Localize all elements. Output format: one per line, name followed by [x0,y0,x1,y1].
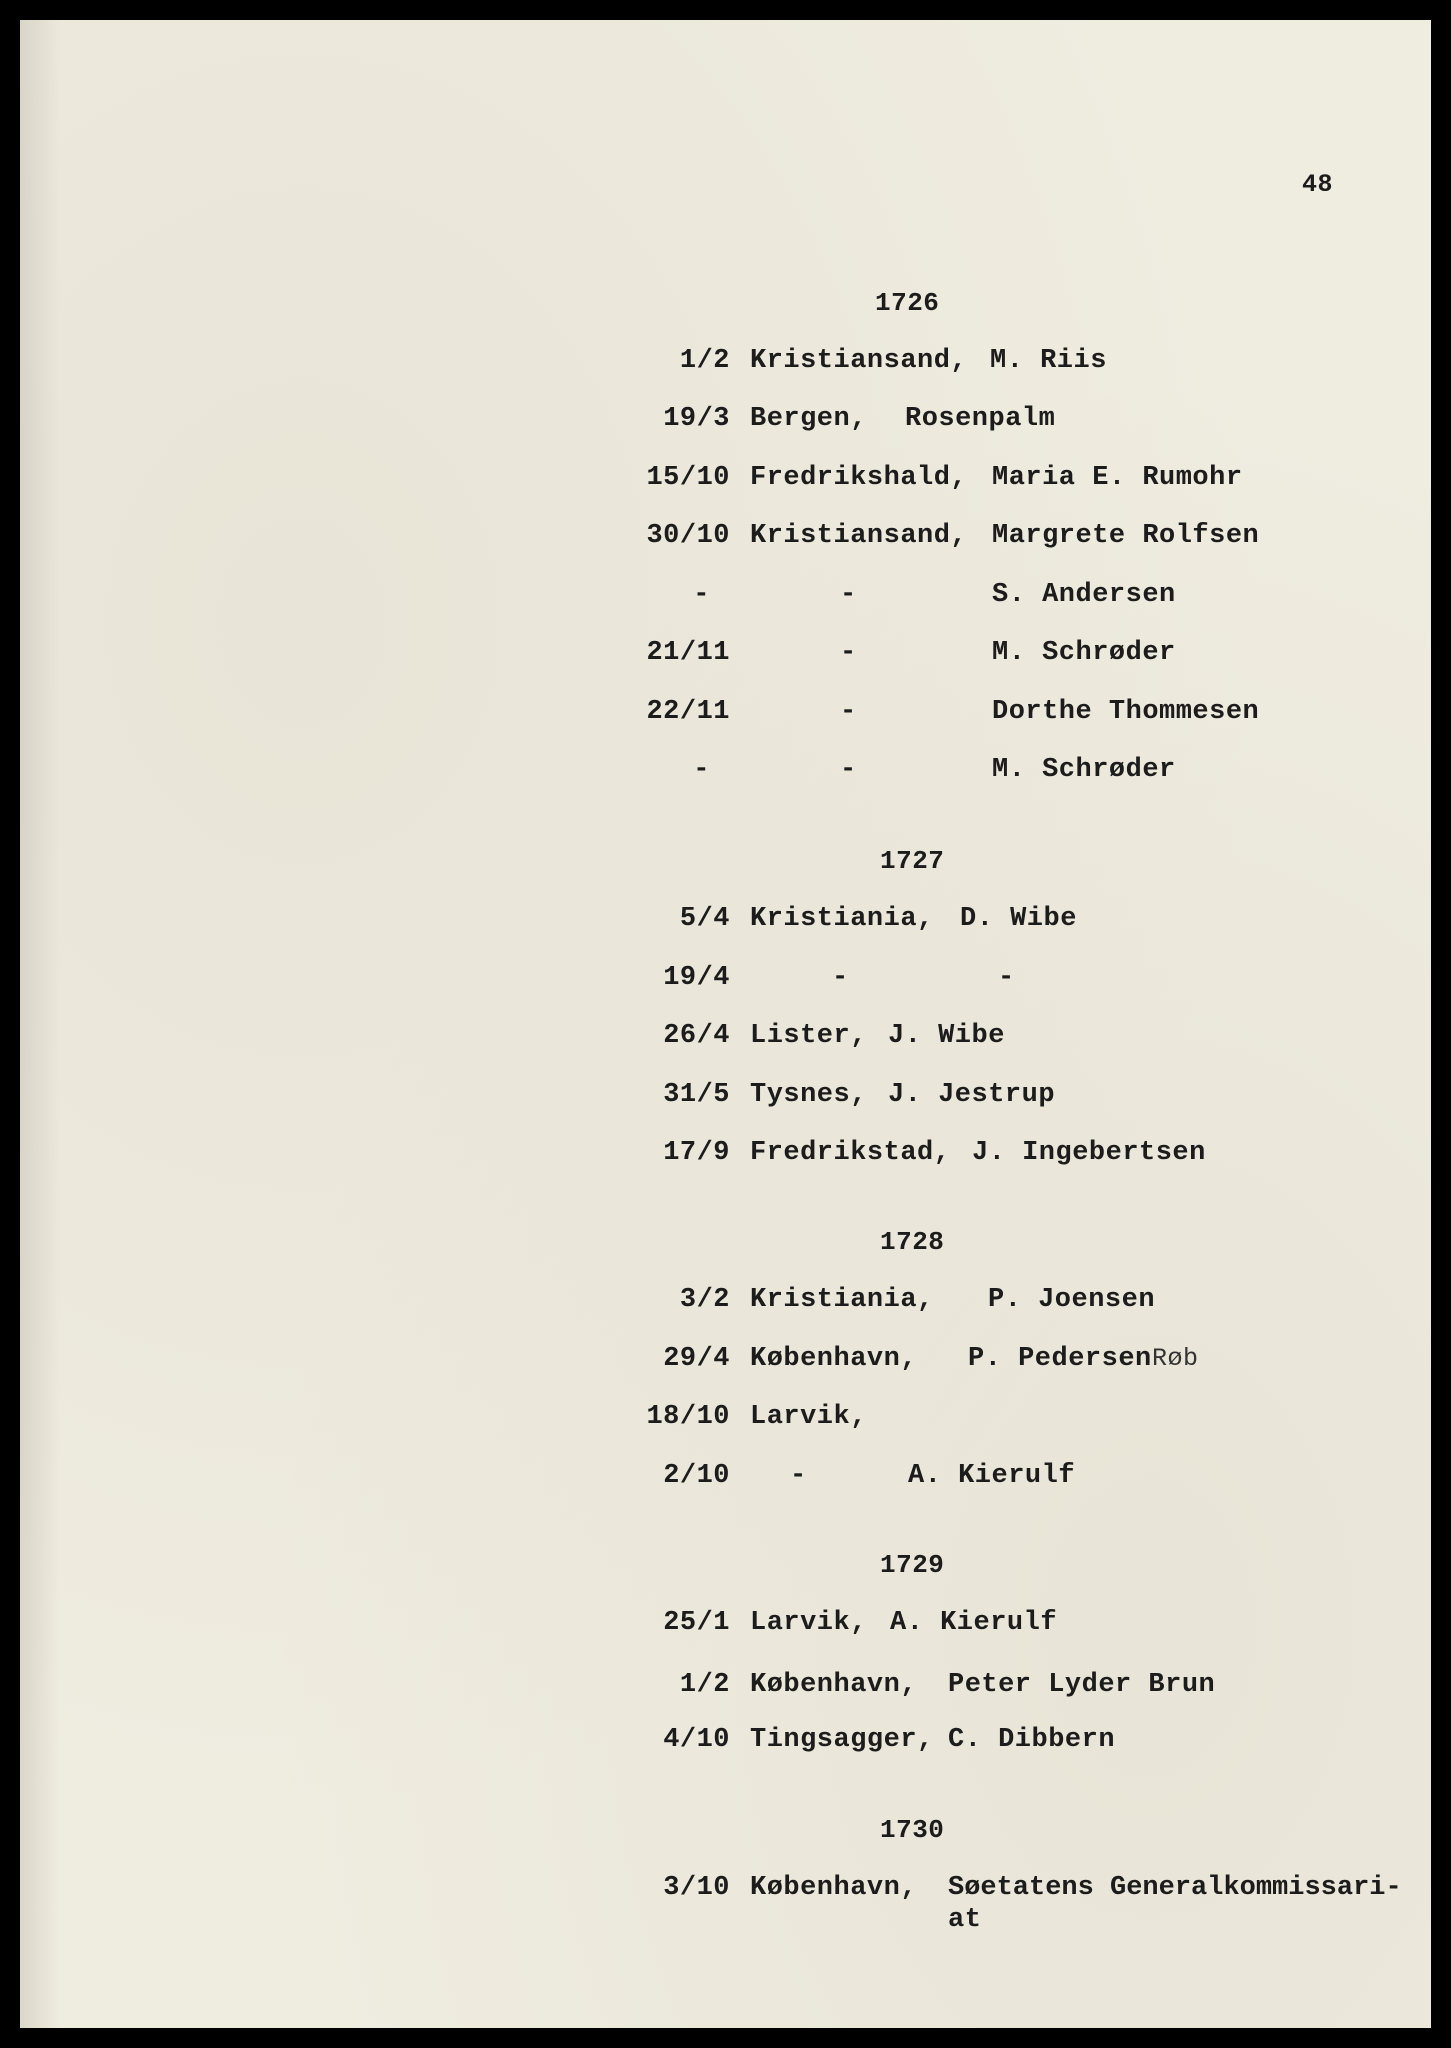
entry-place: Fredrikstad, [750,1138,951,1168]
entry-name: S. Andersen [992,580,1176,610]
entry-place: - [790,1461,807,1491]
entry-name: M. Riis [990,346,1107,376]
entry-name: J. Wibe [888,1021,1005,1051]
entry-name: C. Dibbern [948,1725,1116,1755]
entry-name: Margrete Rolfsen [992,521,1260,551]
entry-date: 18/10 [646,1402,730,1432]
entry-name: M. Schrøder [992,638,1176,668]
year-heading: 1728 [880,1227,945,1257]
entry-name: P. Joensen [988,1285,1156,1315]
entry-date: 1/2 [679,346,730,376]
entry-date: 22/11 [646,697,730,727]
entry-date: 15/10 [646,463,730,493]
entry-date: - [693,580,710,610]
entry-name: - [998,963,1015,993]
entry-date: 4/10 [663,1725,730,1755]
entry-date: 3/2 [679,1285,730,1315]
entry-date: 5/4 [679,904,730,934]
entry-date: 2/10 [663,1461,730,1491]
entry-date: 17/9 [663,1138,730,1168]
entry-name: Søetatens Generalkommissari- [948,1873,1402,1903]
entry-date: 26/4 [663,1021,730,1051]
entry-place: København, [750,1344,918,1374]
year-heading: 1727 [880,846,945,876]
entry-date: 19/4 [663,963,730,993]
entry-place: København, [750,1670,918,1700]
entry-date: 3/10 [663,1873,730,1903]
entry-place: - [832,963,849,993]
entry-place: Larvik, [750,1402,867,1432]
page-number: 48 [1302,170,1334,199]
entry-place: København, [750,1873,918,1903]
entry-place: - [840,697,857,727]
entry-name: M. Schrøder [992,755,1176,785]
entry-name: A. Kierulf [890,1608,1058,1638]
entry-place: Kristiania, [750,1285,934,1315]
entry-date: 19/3 [663,404,730,434]
entry-place: Bergen, [750,404,867,434]
entry-place: - [840,580,857,610]
entry-place: - [840,638,857,668]
document-page [20,20,1431,2028]
handwritten-note: Røb [1152,1344,1199,1373]
year-heading: 1730 [880,1815,945,1845]
entry-date: 1/2 [679,1670,730,1700]
entry-place: Larvik, [750,1608,867,1638]
entry-date: 25/1 [663,1608,730,1638]
entry-place: Lister, [750,1021,867,1051]
entry-place: Kristiania, [750,904,934,934]
entry-place: Kristiansand, [750,346,968,376]
entry-date: - [693,755,710,785]
entry-place: Fredrikshald, [750,463,968,493]
entry-place: Tingsagger, [750,1725,934,1755]
entry-date: 31/5 [663,1080,730,1110]
entry-name: J. Jestrup [888,1080,1056,1110]
entry-name: Dorthe Thommesen [992,697,1260,727]
entry-name: Maria E. Rumohr [992,463,1243,493]
page-shadow [20,20,60,2028]
entry-date: 21/11 [646,638,730,668]
entry-name: P. Pedersen [968,1344,1152,1374]
entry-date: 29/4 [663,1344,730,1374]
entry-date: 30/10 [646,521,730,551]
entry-name: J. Ingebertsen [972,1138,1206,1168]
entry-name: D. Wibe [960,904,1077,934]
year-heading: 1729 [880,1550,945,1580]
entry-place: Kristiansand, [750,521,968,551]
entry-name: Peter Lyder Brun [948,1670,1216,1700]
entry-place: - [840,755,857,785]
entry-name-continuation: at [948,1905,982,1935]
entry-name: A. Kierulf [908,1461,1076,1491]
entry-name: Rosenpalm [905,404,1056,434]
year-heading: 1726 [875,288,940,318]
entry-place: Tysnes, [750,1080,867,1110]
